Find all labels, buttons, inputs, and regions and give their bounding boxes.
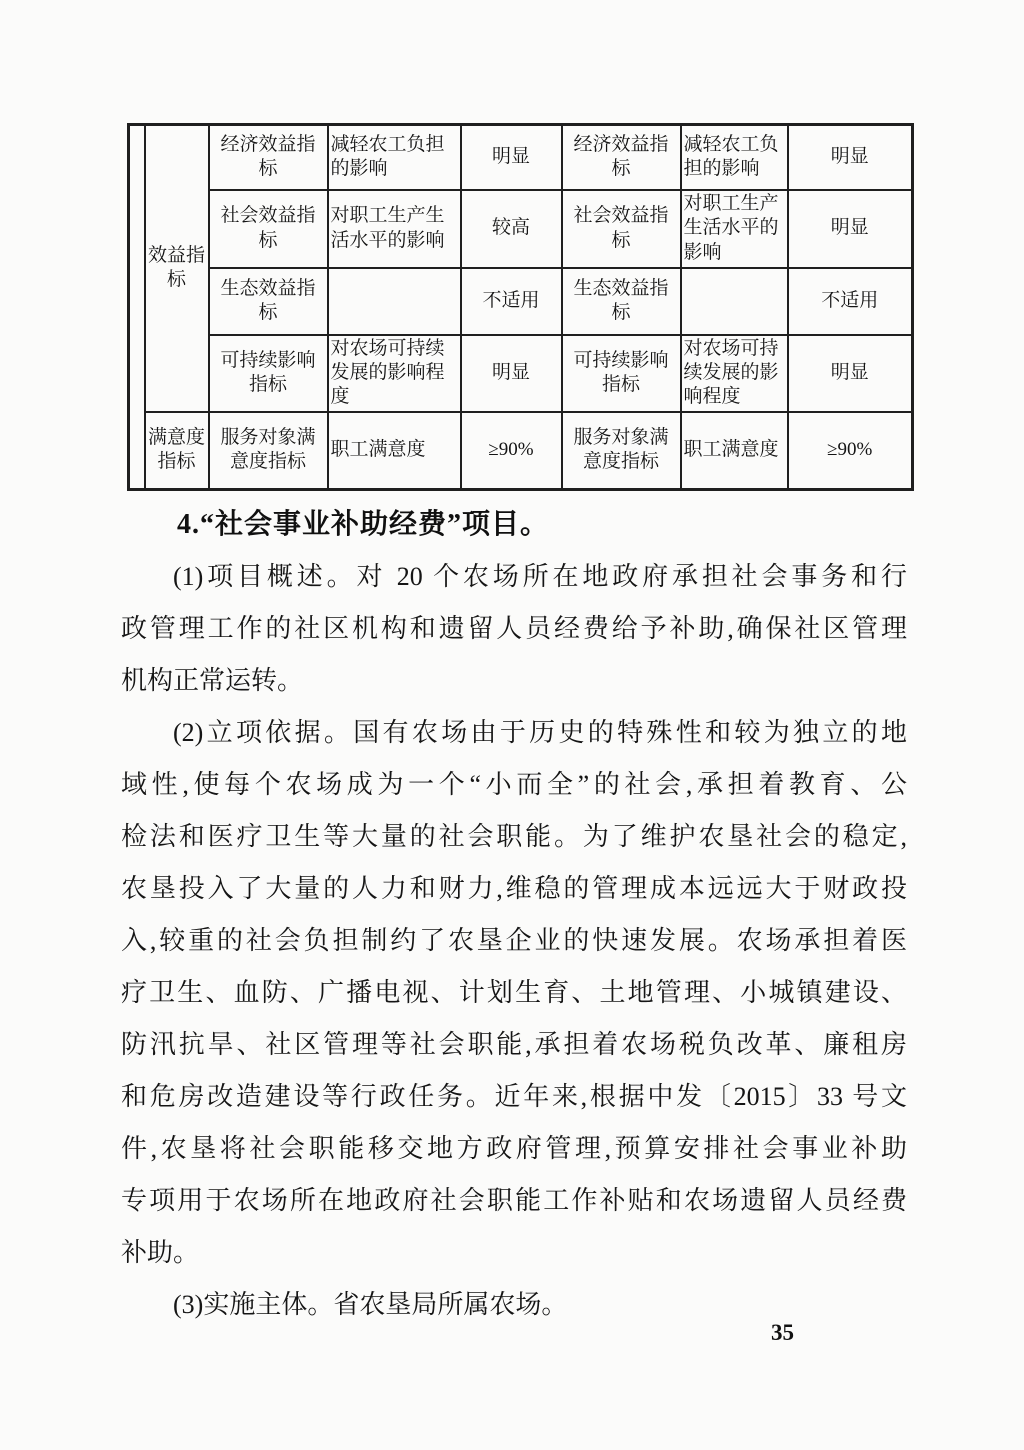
table-cell-indicator-name: 社会效益指标 [562,190,681,268]
table-row [129,335,913,412]
table-cell-indicator-name: 服务对象满意度指标 [562,412,681,490]
text-line: 域性,使每个农场成为一个“小而全”的社会,承担着教育、公 [121,770,907,799]
table-cell-spacer [129,125,145,490]
table-cell-indicator-desc: 对农场可持续发展的影响程度 [681,335,788,412]
table-row [129,268,913,335]
text-line: 检法和医疗卫生等大量的社会职能。为了维护农垦社会的稳定, [121,822,907,851]
table-cell-indicator-value: ≥90% [788,412,913,490]
table-cell-indicator-value: ≥90% [461,412,562,490]
table-cell-indicator-desc: 对职工生产生活水平的影响 [328,190,461,268]
indicator-table [127,123,914,491]
table-cell-indicator-name: 服务对象满意度指标 [209,412,328,490]
text-line: 疗卫生、血防、广播电视、计划生育、土地管理、小城镇建设、 [121,978,907,1007]
text-line: 件,农垦将社会职能移交地方政府管理,预算安排社会事业补助 [121,1134,907,1163]
text-line: 专项用于农场所在地政府社会职能工作补贴和农场遗留人员经费 [121,1186,907,1215]
table-cell-indicator-name: 经济效益指标 [562,125,681,190]
paragraph-project-basis [121,707,907,1279]
table-cell-indicator-value: 明显 [788,335,913,412]
table-row [129,125,913,190]
table-cell-indicator-value: 较高 [461,190,562,268]
table-cell-indicator-name: 生态效益指标 [562,268,681,335]
table-cell-indicator-desc: 减轻农工负担的影响 [328,125,461,190]
text-line: 入,较重的社会负担制约了农垦企业的快速发展。农场承担着医 [121,926,907,955]
table-cell-indicator-value: 不适用 [461,268,562,335]
text-line: 农垦投入了大量的人力和财力,维稳的管理成本远远大于财政投 [121,874,907,903]
table-cell-indicator-desc: 减轻农工负担的影响 [681,125,788,190]
text-line: (3)实施主体。省农垦局所属农场。 [173,1290,568,1319]
text-line: 政管理工作的社区机构和遗留人员经费给予补助,确保社区管理 [121,614,907,643]
table-cell-indicator-desc: 职工满意度 [328,412,461,490]
table-cell-indicator-value: 明显 [461,335,562,412]
paragraph-project-overview [121,551,907,707]
text-line: (2)立项依据。国有农场由于历史的特殊性和较为独立的地 [173,718,907,747]
table-row [129,190,913,268]
text-line: 和危房改造建设等行政任务。近年来,根据中发〔2015〕33 号文 [121,1082,907,1111]
page-number: 35 [771,1320,794,1345]
table-cell-indicator-desc: 职工满意度 [681,412,788,490]
table-cell-indicator-name: 可持续影响指标 [562,335,681,412]
section-heading: 4.“社会事业补助经费”项目。 [177,509,550,540]
table-cell-indicator-desc [681,268,788,335]
text-line: 防汛抗旱、社区管理等社会职能,承担着农场税负改革、廉租房 [121,1030,907,1059]
table-cell-group-label: 满意度指标 [145,412,209,490]
text-line: 机构正常运转。 [121,666,304,695]
table-cell-indicator-desc: 对职工生产生活水平的影响 [681,190,788,268]
table-cell-indicator-value: 明显 [788,125,913,190]
table-cell-indicator-name: 可持续影响指标 [209,335,328,412]
table-cell-indicator-value: 明显 [461,125,562,190]
table-cell-indicator-name: 社会效益指标 [209,190,328,268]
table-row [129,412,913,490]
table-cell-indicator-value: 不适用 [788,268,913,335]
table-cell-indicator-name: 经济效益指标 [209,125,328,190]
text-line: 补助。 [121,1238,200,1267]
body-text [121,499,907,1331]
table-cell-indicator-desc [328,268,461,335]
text-line: (1)项目概述。对 20 个农场所在地政府承担社会事务和行 [173,562,907,591]
table-cell-group-label: 效益指标 [145,125,209,412]
table-cell-indicator-name: 生态效益指标 [209,268,328,335]
table-cell-indicator-desc: 对农场可持续发展的影响程度 [328,335,461,412]
table-cell-indicator-value: 明显 [788,190,913,268]
